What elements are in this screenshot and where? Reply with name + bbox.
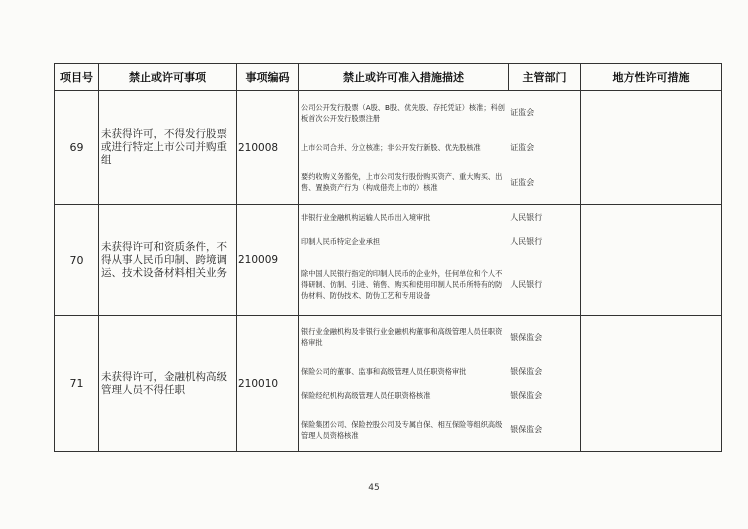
row-number: 70	[55, 205, 99, 316]
measures-cell	[299, 205, 581, 316]
row-number: 71	[55, 316, 99, 452]
measure-item	[299, 383, 580, 408]
table-row	[55, 316, 722, 452]
measure-description: 公司公开发行股票（A股、B股、优先股、存托凭证）核准；科创板首次公开发行股票注册	[301, 102, 505, 123]
row-item: 未获得许可，金融机构高级管理人员不得任职	[99, 316, 237, 452]
table-row	[55, 91, 722, 205]
measure-item	[299, 408, 580, 451]
measure-department: 银保监会	[510, 391, 543, 401]
measure-description: 非银行业金融机构运输人民币出入境审批	[301, 212, 431, 222]
measure-item	[299, 254, 580, 315]
row-code: 210008	[237, 91, 299, 205]
row-item: 未获得许可，不得发行股票或进行特定上市公司并购重组	[99, 91, 237, 205]
measure-department: 银保监会	[510, 366, 543, 376]
measure-item	[299, 135, 580, 160]
local-measures-cell	[581, 91, 722, 205]
header-item-number: 项目号	[55, 64, 99, 91]
row-item: 未获得许可和资质条件，不得从事人民币印制、跨境调运、技术设备材料相关业务	[99, 205, 237, 316]
measure-description: 除中国人民银行指定的印制人民币的企业外，任何单位和个人不得研制、仿制、引进、销售、购买和使用印制人民币所特有的防伪材料、防伪技术、防伪工艺和专用设备	[301, 269, 503, 301]
header-item-name: 禁止或许可事项	[99, 64, 237, 91]
measure-description: 印制人民币特定企业承担	[301, 237, 381, 247]
measure-item	[299, 359, 580, 384]
measure-description: 保险公司的董事、监事和高级管理人员任职资格审批	[301, 366, 467, 376]
header-department: 主管部门	[509, 64, 581, 91]
page-number: 45	[368, 483, 380, 493]
measure-department: 银保监会	[510, 425, 543, 435]
measure-department: 人民银行	[510, 212, 543, 222]
measures-list	[299, 205, 580, 315]
row-code: 210009	[237, 205, 299, 316]
measure-department: 人民银行	[510, 237, 543, 247]
measure-department: 证监会	[510, 108, 535, 118]
measure-item	[299, 316, 580, 359]
measure-item	[299, 91, 580, 135]
measure-description: 保险集团公司、保险控股公司及专属自保、相互保险等组织高级管理人员资格核准	[301, 419, 503, 440]
measure-department: 证监会	[510, 177, 535, 187]
measure-description: 上市公司合并、分立核准；非公开发行新股、优先股核准	[301, 142, 481, 152]
measure-description: 银行业金融机构及非银行业金融机构董事和高级管理人员任职资格审批	[301, 327, 503, 348]
local-measures-cell	[581, 316, 722, 452]
header-local-measures: 地方性许可措施	[581, 64, 722, 91]
table-row	[55, 205, 722, 316]
header-row	[55, 64, 722, 91]
measures-cell	[299, 91, 581, 205]
measure-item	[299, 205, 580, 230]
row-code: 210010	[237, 316, 299, 452]
measure-department: 证监会	[510, 142, 535, 152]
header-item-code: 事项编码	[237, 64, 299, 91]
regulation-table	[54, 63, 722, 452]
measure-description: 保险经纪机构高级管理人员任职资格核准	[301, 391, 431, 401]
measures-list	[299, 91, 580, 204]
measures-list	[299, 316, 580, 451]
measure-item	[299, 230, 580, 255]
header-measure-description: 禁止或许可准入措施描述	[299, 64, 509, 91]
local-measures-cell	[581, 205, 722, 316]
measure-item	[299, 160, 580, 204]
measure-department: 银保监会	[510, 332, 543, 342]
row-number: 69	[55, 91, 99, 205]
measure-description: 要约收购义务豁免，上市公司发行股份购买资产、重大购买、出售、置换资产行为（构成借壳上市的）核准	[301, 172, 503, 193]
measures-cell	[299, 316, 581, 452]
measure-department: 人民银行	[510, 280, 543, 290]
